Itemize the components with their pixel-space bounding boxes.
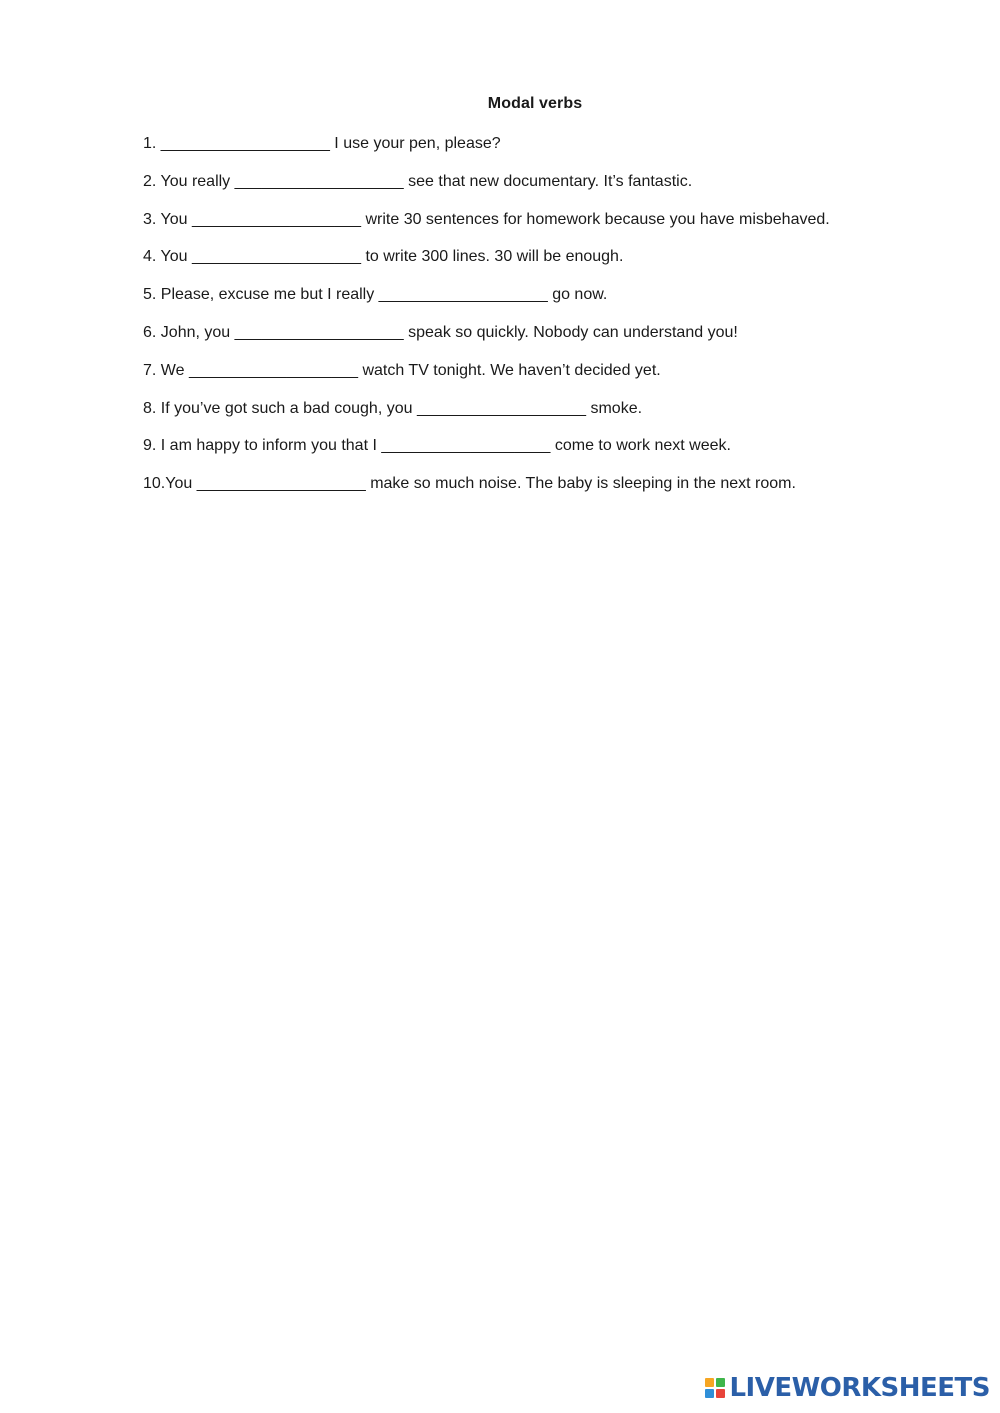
question-3: 3. You ___________________ write 30 sentences for homework because you have misbehaved.: [143, 210, 830, 228]
question-9: 9. I am happy to inform you that I ___________________ come to work next week.: [143, 437, 731, 455]
question-list: [143, 133, 943, 511]
logo-square-icon: [716, 1378, 725, 1387]
question-7: 7. We ___________________ watch TV tonight. We haven’t decided yet.: [143, 361, 661, 379]
logo-square-icon: [705, 1389, 714, 1398]
question-5: 5. Please, excuse me but I really ___________________ go now.: [143, 286, 608, 304]
question-1: 1. ___________________ I use your pen, please?: [143, 135, 501, 152]
logo-mark-icon: [705, 1378, 725, 1398]
question-6: 6. John, you ___________________ speak so quickly. Nobody can understand you!: [143, 323, 738, 341]
logo-text: LIVEWORKSHEETS: [729, 1373, 990, 1403]
question-2: 2. You really ___________________ see that new documentary. It’s fantastic.: [143, 172, 693, 190]
question-10: 10.You ___________________ make so much noise. The baby is sleeping in the next room.: [143, 475, 796, 493]
worksheet-title: Modal verbs: [487, 95, 583, 112]
liveworksheets-logo: [705, 1373, 990, 1403]
question-8: 8. If you’ve got such a bad cough, you ___________________ smoke.: [143, 399, 643, 417]
logo-square-icon: [705, 1378, 714, 1387]
question-4: 4. You ___________________ to write 300 lines. 30 will be enough.: [143, 248, 624, 266]
logo-square-icon: [716, 1389, 725, 1398]
